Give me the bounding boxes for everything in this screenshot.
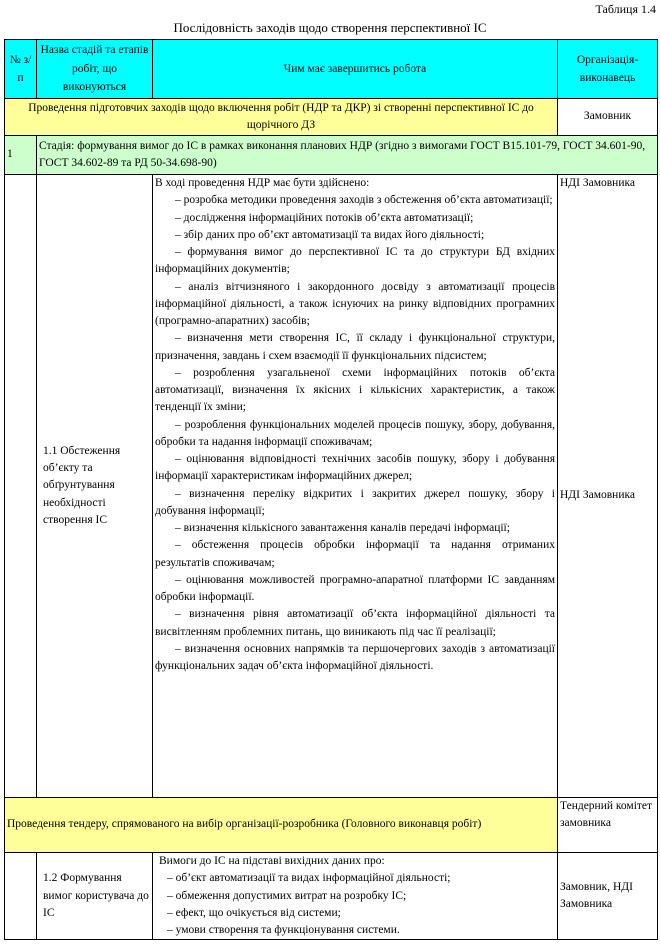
row-1-2-org: Замовник, НДІ Замовника — [558, 853, 658, 940]
list-item: – розроблення функціональних моделей процесів пошуку, збору, добування, обробки та надання інформації споживачам; — [155, 418, 555, 448]
header-stage: Назва стадій та етапів робіт, що виконуються — [37, 40, 153, 99]
row-1-1-work — [153, 175, 558, 798]
prep-text: Проведення підготовчих заходів щодо включення робіт (НДР та ДКР) зі створенні перспективної ІС до щорічного ДЗ — [5, 99, 558, 136]
list-item: – визначення мети створення ІС, її складу і функціональної структури, призначення, завдань і схем взаємодії її функціональних підсистем; — [155, 332, 555, 362]
header-row — [5, 40, 658, 99]
table-title: Послідовність заходів щодо створення перспективної ІС — [173, 20, 487, 35]
tender-row — [5, 798, 658, 853]
measures-table — [4, 39, 658, 940]
list-item: – об’єкт автоматизації та видах інформаційної діяльності; — [167, 872, 451, 885]
tender-text: Проведення тендеру, спрямованого на вибір організації-розробника (Головного виконавця робіт) — [5, 798, 558, 853]
stage1-num: 1 — [5, 136, 37, 175]
list-item: – ефект, що очікується від системи; — [167, 906, 341, 919]
list-item: – оцінювання можливостей програмно-апаратної платформи ІС завданням обробки інформації. — [155, 573, 555, 603]
row-1-2-stage: 1.2 Формування вимог користувача до ІС — [37, 853, 153, 940]
row-1-1-org — [558, 175, 658, 798]
row-1-1-intro: В ході проведення НДР має бути здійснено: — [155, 177, 370, 189]
row-1-1-org-mid: НДІ Замовника — [560, 489, 636, 501]
list-item: – розробка методики проведення заходів з обстеження об’єкта автоматизації; — [175, 194, 553, 207]
list-item: – збір даних про об’єкт автоматизації та видах його діяльності; — [175, 228, 485, 241]
row-1-1 — [5, 175, 658, 798]
header-num: № з/п — [5, 40, 37, 99]
tender-org: Тендерний комітет замовника — [558, 798, 658, 853]
row-1-1-num — [5, 175, 37, 798]
row-1-2-intro: Вимоги до ІС на підставі вихідних даних про: — [159, 855, 385, 867]
list-item: – розроблення узагальненої схеми інформаційних потоків об’єкта автоматизації, визначення їх якісних і кількісних характеристик, а також тенденції їх зміни; — [155, 366, 555, 414]
stage1-text: Стадія: формування вимог до ІС в рамках виконання планових НДР (згідно з вимогами ГОСТ В15.101-79, ГОСТ 34.601-90, ГОСТ 34.602-89 та РД 50-34.698-90) — [37, 136, 658, 175]
row-1-2-work — [153, 853, 558, 940]
prep-org: Замовник — [558, 99, 658, 136]
row-1-2 — [5, 853, 658, 940]
row-1-2-num — [5, 853, 37, 940]
list-item: – формування вимог до перспективної ІС та до структури БД вхідних інформаційних документів; — [155, 246, 555, 276]
stage1-row — [5, 136, 658, 175]
list-item: – визначення основних напрямків та першочергових заходів з автоматизації функціональних задач об’єкта інформаційної діяльності. — [155, 642, 555, 672]
list-item: – обстеження процесів обробки інформації та надання отриманих результатів споживачам; — [155, 539, 555, 569]
list-item: – аналіз вітчизняного і закордонного досвіду з автоматизації процесів інформаційної діяльності, а також існуючих на ринку відповідних програмних (програмно-апаратних) засобів; — [155, 280, 555, 327]
table-number: Таблиця 1.4 — [595, 2, 656, 16]
list-item: – обмеження допустимих витрат на розробку ІС; — [167, 889, 407, 902]
list-item: – дослідження інформаційних потоків об’єкта автоматизації; — [175, 211, 474, 224]
list-item: – оцінювання відповідності технічних засобів пошуку, збору і добування інформації характеристикам інформаційних джерел; — [155, 453, 555, 483]
header-result: Чим має завершитись робота — [153, 40, 558, 99]
row-1-1-org-top: НДІ Замовника — [560, 177, 636, 189]
list-item: – визначення кількісного завантаження каналів передачі інформації; — [175, 522, 510, 534]
list-item: – визначення рівня автоматизації об’єкта інформаційної діяльності та висвітленням проблемних питань, що виникають під час її реалізації; — [155, 608, 555, 638]
list-item: – визначення переліку відкритих і закритих джерел пошуку, збору і добування інформації; — [155, 487, 555, 517]
row-1-1-stage: 1.1 Обстеження об’єкту та обґрунтування необхідності створення ІС — [37, 175, 153, 798]
list-item: – умови створення та функціонування системи. — [167, 924, 400, 936]
header-org: Організація-виконавець — [558, 40, 658, 99]
prep-row — [5, 99, 658, 136]
